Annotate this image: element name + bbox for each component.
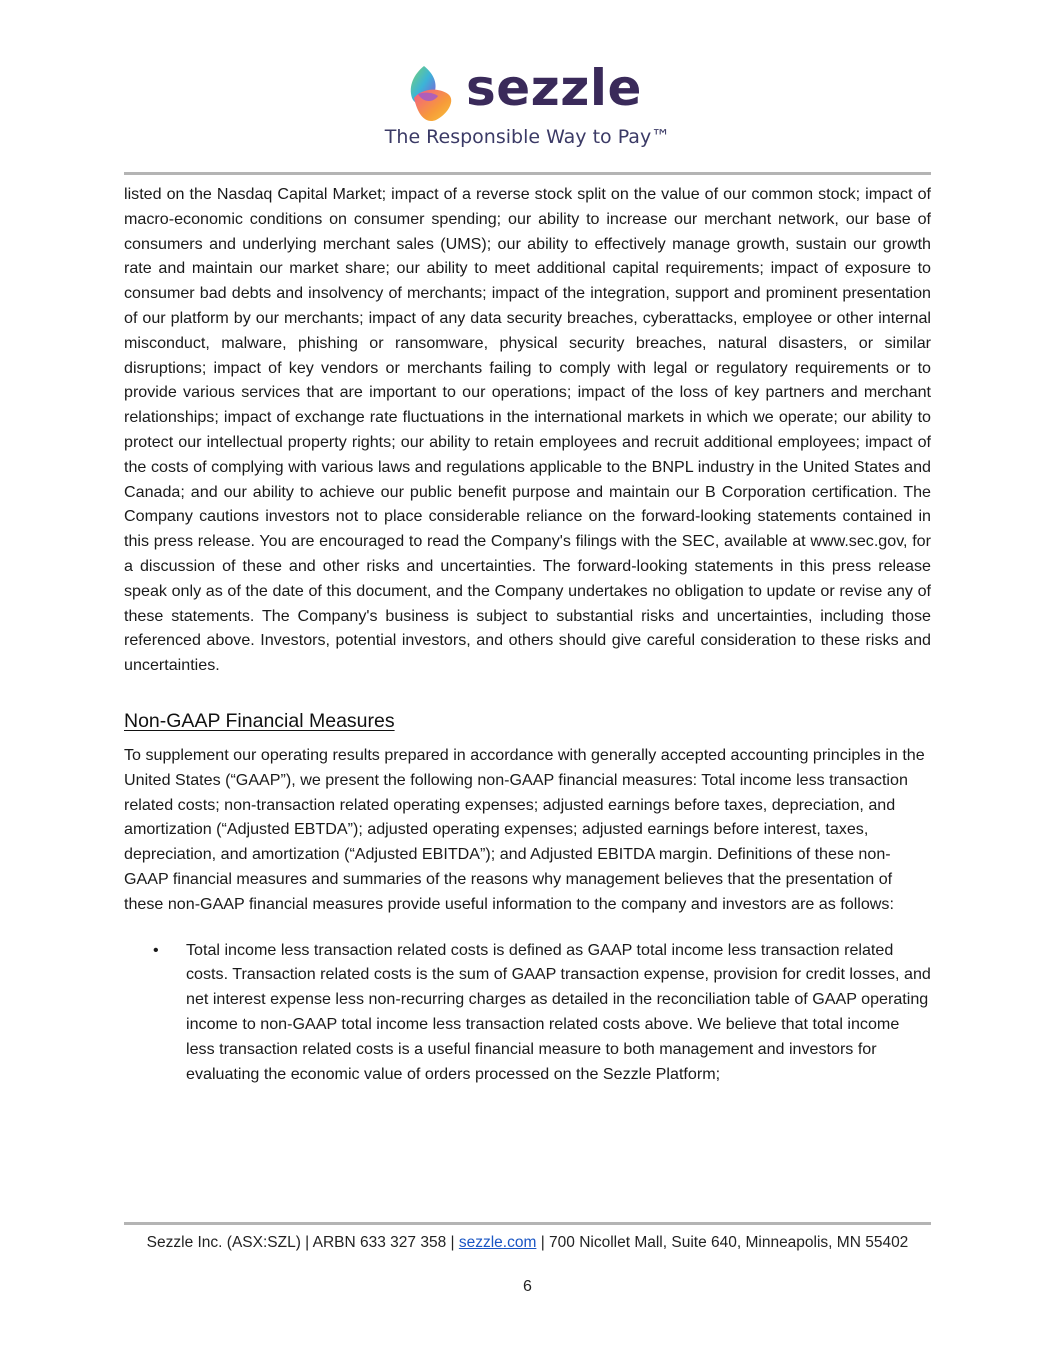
section-title: Non-GAAP Financial Measures xyxy=(124,709,395,732)
list-item xyxy=(124,938,931,1087)
sezzle-website-link[interactable]: sezzle.com xyxy=(458,1234,537,1251)
non-gaap-definitions-list xyxy=(124,938,931,1087)
footer-company-info: Sezzle Inc. (ASX:SZL) | ARBN 633 327 358 | xyxy=(146,1234,459,1251)
page-number: 6 xyxy=(523,1278,532,1295)
list-item-text: Total income less transaction related costs is defined as GAAP total income less transaction related costs. Transaction related costs is the sum of GAAP transaction expense, provision for credit losses, and net interest expense less non-recurring charges as detailed in the reconciliation table of GAAP operating income to non-GAAP total income less transaction related costs above. We believe that total income less transaction related costs is a useful financial measure to both management and investors for evaluating the economic value of orders processed on the Sezzle Platform; xyxy=(186,940,931,1083)
page-header xyxy=(0,0,1055,176)
footer-divider xyxy=(124,1222,931,1225)
bullet-marker: • xyxy=(153,940,159,959)
footer-address: | 700 Nicollet Mall, Suite 640, Minneapolis, MN 55402 xyxy=(536,1234,909,1251)
header-divider xyxy=(124,172,931,175)
tagline: The Responsible Way to Pay™ xyxy=(384,126,671,148)
page-content xyxy=(124,182,931,1086)
sezzle-logo-icon xyxy=(404,64,458,124)
non-gaap-intro-paragraph: To supplement our operating results prepared in accordance with generally accepted accounting principles in the United States (“GAAP”), we present the following non-GAAP financial measures: Total income less transaction related costs; non-transaction related operating expenses; adjusted earnings before taxes, depreciation, and amortization (“Adjusted EBTDA”); adjusted operating expenses; adjusted earnings before interest, taxes, depreciation, and amortization (“Adjusted EBITDA”); and Adjusted EBITDA margin. Definitions of these non-GAAP financial measures and summaries of the reasons why management believes that the presentation of these non-GAAP financial measures provide useful information to the company and investors are as follows: xyxy=(124,745,925,913)
risk-factors-paragraph: listed on the Nasdaq Capital Market; impact of a reverse stock split on the value of our common stock; impact of macro-economic conditions on consumer spending; our ability to increase our merchant network, our base of consumers and underlying merchant sales (UMS); our ability to effectively manage growth, sustain our growth rate and maintain our market share; our ability to meet additional capital requirements; impact of exposure to consumer bad debts and insolvency of merchants; impact of the integration, support and prominent presentation of our platform by our merchants; impact of any data security breaches, cyberattacks, employee or other internal misconduct, malware, phishing or ransomware, physical security breaches, natural disasters, or similar disruptions; impact of key vendors or merchants failing to comply with legal or regulatory requirements or to provide various services that are important to our operations; impact of the loss of key partners and merchant relationships; impact of exchange rate fluctuations in the international markets in which we operate; our ability to protect our intellectual property rights; our ability to retain employees and recruit additional employees; impact of the costs of complying with various laws and regulations applicable to the BNPL industry in the United States and Canada; and our ability to achieve our public benefit purpose and maintain our B Corporation certification. The Company cautions investors not to place considerable reliance on the forward-looking statements contained in this press release. You are encouraged to read the Company's filings with the SEC, available at www.sec.gov, for a discussion of these and other risks and uncertainties. The forward-looking statements in this press release speak only as of the date of this document, and the Company undertakes no obligation to update or revise any of these statements. The Company's business is subject to substantial risks and uncertainties, including those referenced above. Investors, potential investors, and others should give careful consideration to these risks and uncertainties. xyxy=(124,185,931,675)
page-footer xyxy=(0,1234,1055,1252)
sezzle-logo xyxy=(404,59,664,126)
logo-wordmark: sezzle xyxy=(466,59,642,117)
